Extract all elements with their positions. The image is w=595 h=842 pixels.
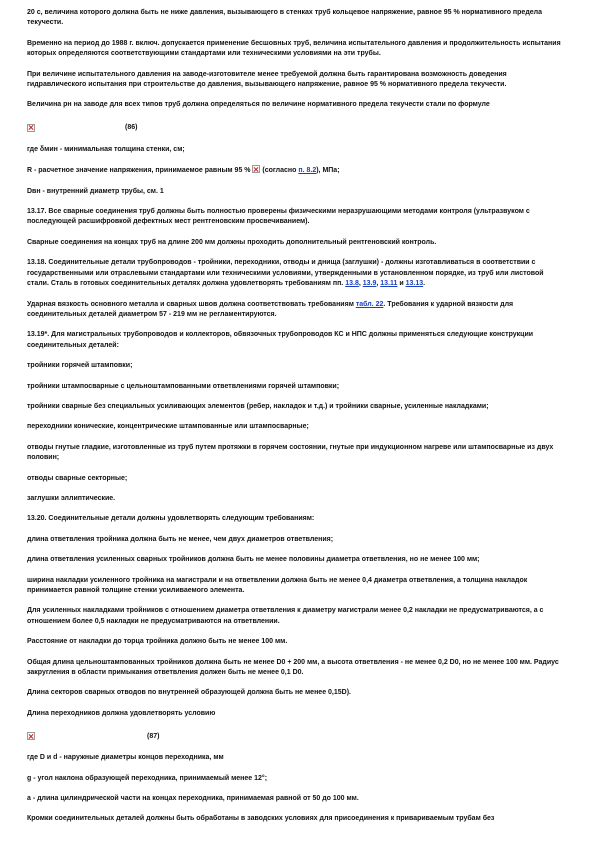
paragraph: тройники штампосварные с цельноштампованными ответвлениями горячей штамповки; bbox=[27, 382, 340, 390]
text-run: . Требования к ударной вязкости для соединительных деталей диаметром 57 - 219 мм не регламентируются. bbox=[27, 300, 514, 318]
paragraph: заглушки эллиптические. bbox=[27, 494, 116, 502]
formula-86 bbox=[27, 121, 567, 135]
text-run: (согласно bbox=[262, 167, 297, 175]
paragraph: 13.18. Соединительные детали трубопроводов - тройники, переходники, отводы и днища (заглушки) - должны изготавливаться в соответствии с государственными или отраслевыми стандартами или техническими условиями, утвержденными в установленном порядке, из труб или листовой стали. Сталь в готовых соединительных деталях должна удовлетворять требованиям пп. 13.8, 13.9, 13.11 и 13.13. bbox=[27, 259, 544, 288]
paragraph bbox=[27, 165, 567, 176]
paragraph: Кромки соединительных деталей должны быть обработаны в заводских условиях для присоединения к привариваемым трубам без bbox=[27, 815, 495, 823]
paragraph: длина ответвления тройника должна быть не менее, чем двух диаметров ответвления; bbox=[27, 535, 334, 543]
paragraph: 13.17. Все сварные соединения труб должны быть полностью проверены физическими неразрушающими методами контроля (ультразвуком с последующей расшифровкой дефектных мест рентгеновским просвечиванием). bbox=[27, 208, 530, 226]
link-table-22[interactable]: табл. 22 bbox=[355, 300, 384, 308]
link-13-9[interactable]: 13.9 bbox=[362, 280, 377, 288]
paragraph: Общая длина цельноштампованных тройников должна быть не менее D0 + 200 мм, а высота ответвления - не менее 0,2 D0, но не менее 100 мм. Радиус закругления в области примыкания ответвления должен быть не менее 0,1 D0. bbox=[27, 658, 559, 677]
paragraph: 13.20. Соединительные детали должны удовлетворять следующим требованиям: bbox=[27, 515, 315, 523]
paragraph: где D и d - наружные диаметры концов переходника, мм bbox=[27, 754, 224, 762]
paragraph: 20 с, величина которого должна быть не ниже давления, вызывающего в стенках труб кольцевое напряжение, равное 95 % нормативного предела текучести. bbox=[27, 9, 543, 27]
broken-image-icon bbox=[27, 732, 35, 740]
paragraph: 13.19*. Для магистральных трубопроводов и коллекторов, обвязочных трубопроводов КС и НПС должны применяться следующие конструкции соединительных деталей: bbox=[27, 331, 534, 349]
paragraph: переходники конические, концентрические штампованные или штампосварные; bbox=[27, 423, 309, 431]
text-run: ), МПа; bbox=[316, 167, 340, 175]
paragraph: Величина рн на заводе для всех типов труб должна определяться по величине нормативного предела текучести стали по формуле bbox=[27, 101, 490, 109]
text-run: R - расчетное значение напряжения, принимаемое равным 95 % bbox=[27, 167, 251, 175]
link-13-11[interactable]: 13.11 bbox=[380, 280, 398, 288]
paragraph: отводы сварные секторные; bbox=[27, 474, 128, 482]
paragraph bbox=[27, 300, 567, 321]
paragraph: Временно на период до 1988 г. включ. допускается применение бесшовных труб, величина испытательного давления и продолжительность испытания которых определяются соответствующими стандартами или техническими условиями на эти трубы. bbox=[27, 39, 561, 58]
paragraph: Расстояние от накладки до торца тройника должно быть не менее 100 мм. bbox=[27, 638, 288, 646]
text-run: и bbox=[399, 280, 404, 288]
text-run: Ударная вязкость основного металла и сварных швов должна соответствовать требованиям bbox=[27, 300, 354, 308]
paragraph: отводы гнутые гладкие, изготовленные из труб путем протяжки в горячем состоянии, гнутые при индукционном нагреве или штампосварные из двух половин; bbox=[27, 443, 554, 462]
paragraph: Длина переходников должна удовлетворять условию bbox=[27, 709, 216, 717]
paragraph: Dвн - внутренний диаметр трубы, см. 1 bbox=[27, 187, 164, 195]
paragraph: a - длина цилиндрической части на концах переходника, принимаемая равной от 50 до 100 мм. bbox=[27, 795, 359, 803]
link-13-8[interactable]: 13.8 bbox=[345, 280, 359, 288]
paragraph: Сварные соединения на концах труб на длине 200 мм должны проходить дополнительный рентгеновский контроль. bbox=[27, 238, 437, 246]
paragraph: где δмин - минимальная толщина стенки, см; bbox=[27, 145, 185, 153]
paragraph: Для усиленных накладками тройников с отношением диаметра ответвления к диаметру магистрали менее 0,2 накладки не предусматриваются, а с отношением более 0,5 накладки не предусматриваются на ответвлении. bbox=[27, 607, 544, 625]
link-p-8-2[interactable]: п. 8.2 bbox=[298, 167, 317, 175]
formula-number: (87) bbox=[147, 732, 160, 740]
text-run: 13.18. Соединительные детали трубопроводов - тройники, переходники, отводы и днища (заглушки) - должны изготавливаться в соответствии с государственными или отраслевыми стандартами или техническими условиями, утвержденными в установленном порядке, из труб или листовой стали. Сталь в готовых соединительных деталях должна удовлетворять требованиям пп. bbox=[27, 259, 544, 288]
paragraph: тройники горячей штамповки; bbox=[27, 362, 133, 370]
paragraph: Длина секторов сварных отводов по внутренней образующей должна быть не менее 0,15D). bbox=[27, 689, 351, 697]
paragraph: g - угол наклона образующей переходника, принимаемый менее 12°; bbox=[27, 774, 268, 782]
broken-image-icon bbox=[252, 165, 260, 173]
paragraph: длина ответвления усиленных сварных тройников должна быть не менее половины диаметра ответвления, но не менее 100 мм; bbox=[27, 556, 480, 564]
formula-87 bbox=[27, 729, 567, 743]
paragraph: При величине испытательного давления на заводе-изготовителе менее требуемой должна быть гарантирована возможность доведения гидравлического испытания при строительстве до давления, вызывающего напряжение, равное 95 % нормативного предела текучести. bbox=[27, 70, 507, 89]
broken-image-icon bbox=[27, 124, 35, 132]
paragraph: тройники сварные без специальных усиливающих элементов (ребер, накладок и т.д.) и тройники сварные, усиленные накладками; bbox=[27, 402, 489, 410]
formula-number: (86) bbox=[125, 124, 138, 132]
document-body bbox=[27, 8, 567, 835]
link-13-13[interactable]: 13.13 bbox=[405, 280, 424, 288]
paragraph: ширина накладки усиленного тройника на магистрали и на ответвлении должна быть не менее 0,4 диаметра ответвления, а толщина накладок принимается равной толщине стенки усиливаемого элемента. bbox=[27, 576, 528, 594]
